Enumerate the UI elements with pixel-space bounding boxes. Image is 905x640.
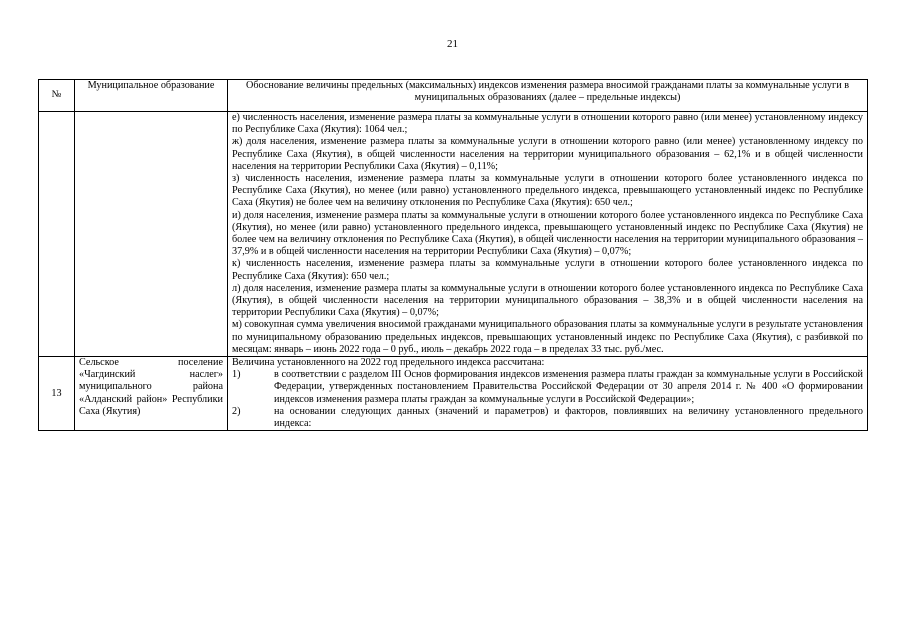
paragraph-i: и) доля населения, изменение размера платы за коммунальные услуги в отношении которого более установленного индекса по Республике Саха (Якутия), но менее (или равно) установленного предельного индекса, превышающего установленный индекс по Республике Саха (Якутия) не более чем на величину отклонения по Республике Саха (Якутия), в общей численности населения на территории муниципального образования – 37,9% и в общей численности населения на территории Республики Саха (Якутия) – 0,07%; [232, 209, 863, 258]
paragraph-z: з) численность населения, изменение размера платы за коммунальные услуги в отношении которого более установленного индекса по Республике Саха (Якутия), но менее (или равно) установленного предельного индекса, превышающего установленный индекс по Республике Саха (Якутия) не более чем на величину отклонения по Республике Саха (Якутия): 650 чел.; [232, 173, 863, 209]
paragraph-zh: ж) доля населения, изменение размера платы за коммунальные услуги в отношении которого равно (или менее) установленному индексу по Республике Саха (Якутия), в общей численности населения на территории муниципального образования – 62,1% и в общей численности населения на территории Республики Саха (Якутия) – 0,11%; [232, 136, 863, 172]
justification-table [38, 79, 868, 431]
page-number: 21 [447, 38, 458, 50]
cell-number-empty [39, 112, 75, 357]
header-municipality: Муниципальное образование [75, 80, 228, 112]
table-row-continued [39, 112, 868, 357]
list-marker: 1) [232, 369, 241, 381]
paragraph-m: м) совокупная сумма увеличения вносимой гражданами муниципального образования платы за коммунальные услуги в результате установления по муниципальному образованию предельных индексов, превышающих установленный индекс по Республике Саха (Якутия), с разбивкой по месяцам: январь – июнь 2022 года – 0 руб., июль – декабрь 2022 года – в пределах 33 тыс. руб./мес. [232, 319, 863, 355]
table-row-13 [39, 357, 868, 431]
list-item [232, 369, 863, 406]
cell-justification-13 [228, 357, 868, 431]
paragraph-e: е) численность населения, изменение размера платы за коммунальные услуги в отношении которого равно (или менее) установленному индексу по Республике Саха (Якутия): 1064 чел.; [232, 112, 863, 136]
paragraph-l: л) доля населения, изменение размера платы за коммунальные услуги в отношении которого более установленного индекса по Республике Саха (Якутия), в общей численности населения на территории муниципального образования – 38,3% и в общей численности населения на территории Республики Саха (Якутия) – 0,07%; [232, 282, 863, 319]
intro-text: Величина установленного на 2022 год предельного индекса рассчитана: [232, 357, 545, 369]
list-item [232, 406, 863, 430]
table-header-row [39, 80, 868, 112]
municipality-name: Сельское поселение «Чагдинский наслег» муниципального района «Алданский район» Республики Саха (Якутия) [75, 357, 228, 431]
row-number: 13 [39, 357, 75, 431]
list-text: на основании следующих данных (значений и параметров) и факторов, повлиявших на величину установленного предельного индекса: [274, 405, 863, 430]
header-justification: Обоснование величины предельных (максимальных) индексов изменения размера вносимой гражданами платы за коммунальные услуги в муниципальных образованиях (далее – предельные индексы) [228, 80, 868, 112]
cell-municipality-empty [75, 112, 228, 357]
list-text: в соответствии с разделом III Основ формирования индексов изменения размера платы граждан за коммунальные услуги в Российской Федерации, утвержденных постановлением Правительства Российской Федерации от 30 апреля 2014 г. № 400 «О формировании индексов изменения размера платы граждан за коммунальные услуги в Российской Федерации»; [274, 369, 863, 405]
cell-justification-continued [228, 112, 868, 357]
list-marker: 2) [232, 405, 241, 417]
header-number: № [39, 80, 75, 112]
paragraph-k: к) численность населения, изменение размера платы за коммунальные услуги в отношении которого более установленного индекса по Республике Саха (Якутия): 650 чел.; [232, 258, 863, 282]
